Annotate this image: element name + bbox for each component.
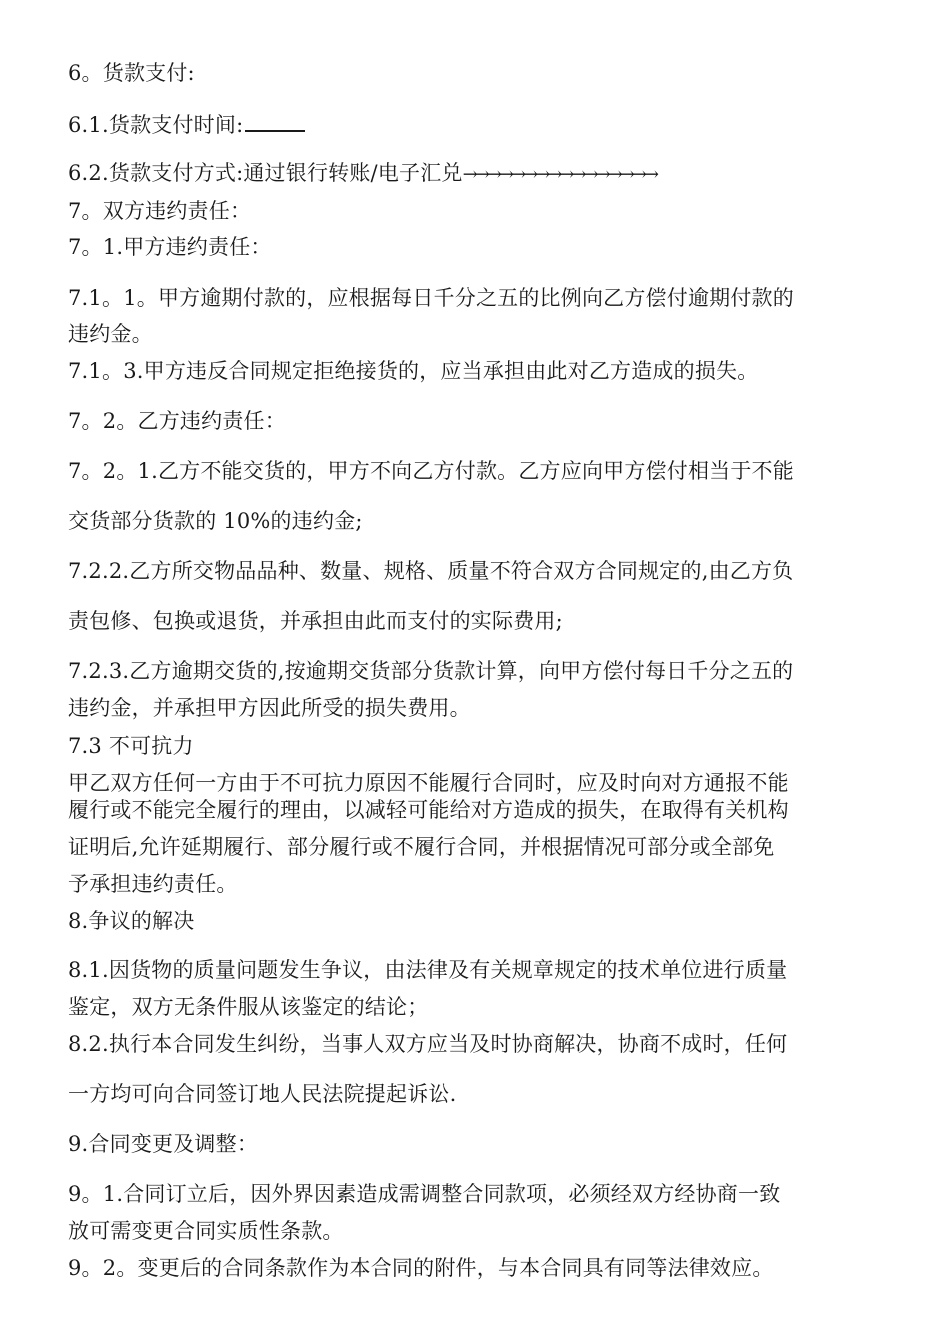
- clause-7-2-1-line1: 7。2。1.乙方不能交货的，甲方不向乙方付款。乙方应向甲方偿付相当于不能: [68, 459, 794, 483]
- clause-7-2-3-line1: 7.2.3.乙方逾期交货的,按逾期交货部分货款计算，向甲方偿付每日千分之五的: [68, 659, 794, 683]
- force-majeure-line3: 证明后,允许延期履行、部分履行或不履行合同，并根据情况可部分或全部免: [68, 835, 775, 859]
- heading-9: 9.合同变更及调整：: [68, 1132, 259, 1156]
- clause-7-2-2-line1: 7.2.2.乙方所交物品品种、数量、规格、质量不符合双方合同规定的,由乙方负: [68, 559, 794, 583]
- heading-7-2: 7。2。乙方违约责任：: [68, 409, 286, 433]
- heading-7-1: 7。1.甲方违约责任：: [68, 235, 272, 259]
- clause-9-2: 9。2。变更后的合同条款作为本合同的附件，与本合同具有同等法律效应。: [68, 1256, 774, 1280]
- clause-7-1-3: 7.1。3.甲方违反合同规定拒绝接货的，应当承担由此对乙方造成的损失。: [68, 359, 759, 383]
- heading-7: 7。双方违约责任：: [68, 199, 252, 223]
- clause-7-1-1-line1: 7.1。1。甲方逾期付款的，应根据每日千分之五的比例向乙方偿付逾期付款的: [68, 286, 794, 310]
- clause-7-1-1-line2: 违约金。: [68, 322, 153, 346]
- force-majeure-line4: 予承担违约责任。: [68, 872, 238, 896]
- clause-6-1-text: 6.1.货款支付时间:: [68, 113, 244, 137]
- arrow-marks: →→→→→→→→→→→→→→→→: [462, 164, 656, 185]
- clause-8-2-line2: 一方均可向合同签订地人民法院提起诉讼.: [68, 1082, 457, 1106]
- clause-7-2-2-line2: 责包修、包换或退货，并承担由此而支付的实际费用;: [68, 609, 563, 633]
- heading-6: 6。货款支付:: [68, 61, 195, 85]
- force-majeure-line2: 履行或不能完全履行的理由，以减轻可能给对方造成的损失，在取得有关机构: [68, 798, 789, 822]
- clause-6-2: [68, 160, 888, 188]
- clause-9-1-line1: 9。1.合同订立后，因外界因素造成需调整合同款项，必须经双方经协商一致: [68, 1182, 781, 1206]
- heading-7-3: 7.3 不可抗力: [68, 734, 194, 758]
- clause-9-1-line2: 放可需变更合同实质性条款。: [68, 1219, 344, 1243]
- clause-8-1-line1: 8.1.因货物的质量问题发生争议，由法律及有关规章规定的技术单位进行质量: [68, 958, 788, 982]
- clause-7-2-3-line2: 违约金，并承担甲方因此所受的损失费用。: [68, 696, 471, 720]
- force-majeure-line1: 甲乙双方任何一方由于不可抗力原因不能履行合同时，应及时向对方通报不能: [68, 771, 789, 795]
- clause-6-2-text: 6.2.货款支付方式:通过银行转账/电子汇兑: [68, 161, 463, 185]
- clause-6-1: [68, 110, 888, 138]
- clause-8-2-line1: 8.2.执行本合同发生纠纷，当事人双方应当及时协商解决，协商不成时，任何: [68, 1032, 788, 1056]
- heading-8: 8.争议的解决: [68, 909, 195, 933]
- clause-8-1-line2: 鉴定，双方无条件服从该鉴定的结论；: [68, 995, 429, 1019]
- clause-7-2-1-line2: 交货部分货款的 10%的违约金;: [68, 509, 363, 533]
- blank-fill-line: [245, 110, 305, 132]
